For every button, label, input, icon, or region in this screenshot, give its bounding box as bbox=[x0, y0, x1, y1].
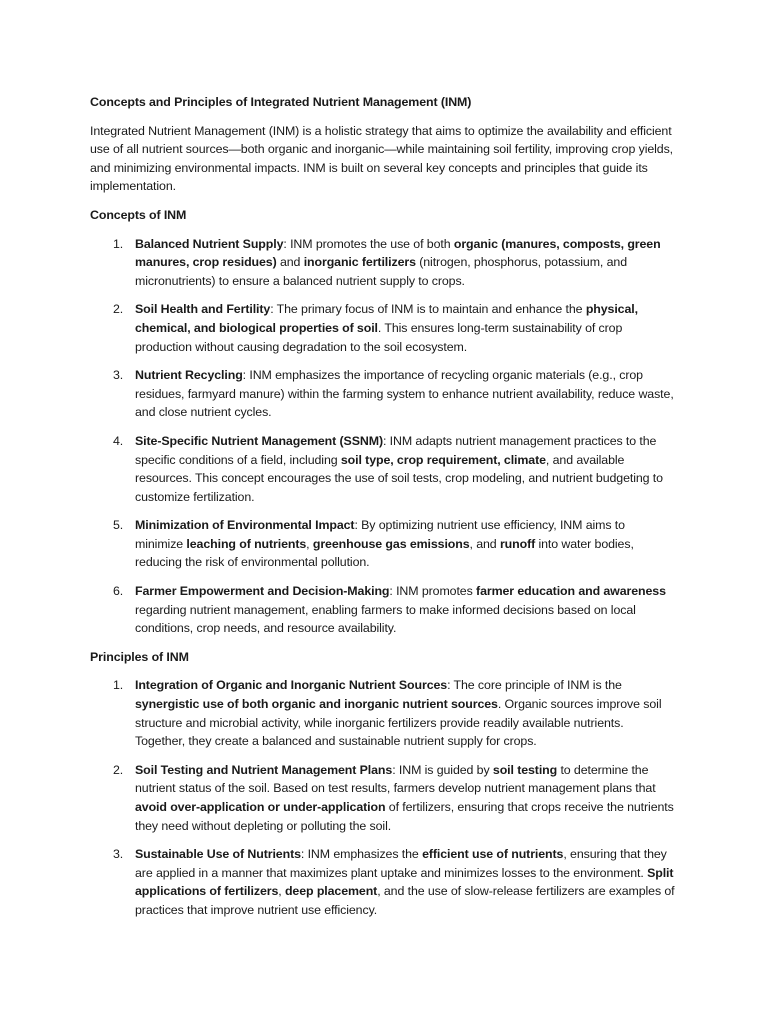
bold-term: Soil Health and Fertility bbox=[135, 302, 271, 317]
text-run: : INM emphasizes the importance of recycling organic materials (e.g., crop residues, farmyard manure) within the farming system to enhance nutrient availability, reduce waste, and close nutrient cycles. bbox=[135, 368, 674, 420]
list-item bbox=[90, 516, 675, 572]
list-item-number: 2. bbox=[113, 762, 124, 777]
bold-term: organic (manures, composts, green manures, crop residues) bbox=[135, 236, 661, 270]
list-item bbox=[90, 235, 675, 291]
text-run: to determine the nutrient status of the soil. Based on test results, farmers develop nutrient management plans that bbox=[135, 762, 656, 796]
list-item-number: 1. bbox=[113, 236, 124, 251]
text-run: regarding nutrient management, enabling farmers to make informed decisions based on local conditions, crop needs, and resource availability. bbox=[135, 602, 636, 636]
text-run: , and available resources. This concept encourages the use of soil tests, crop modeling, and nutrient budgeting to customize fertilization. bbox=[135, 452, 663, 504]
concepts-heading: Concepts of INM bbox=[90, 207, 187, 222]
bold-term: runoff bbox=[499, 536, 536, 551]
text-run: : INM adapts nutrient management practices to the specific conditions of a field, including bbox=[135, 433, 657, 467]
principles-heading: Principles of INM bbox=[90, 649, 189, 664]
principles-list bbox=[90, 676, 675, 919]
bold-term: Farmer Empowerment and Decision-Making bbox=[135, 584, 390, 599]
list-item bbox=[90, 761, 675, 835]
bold-term: leaching of nutrients bbox=[186, 536, 307, 551]
document-title: Concepts and Principles of Integrated Nutrient Management (INM) bbox=[90, 95, 472, 109]
concepts-list bbox=[90, 235, 675, 638]
bold-term: synergistic use of both organic and inorganic nutrient sources bbox=[135, 697, 498, 712]
bold-term: Split applications of fertilizers bbox=[135, 865, 674, 899]
text-run: : The primary focus of INM is to maintain and enhance the bbox=[270, 302, 586, 317]
text-run: , and the use of slow-release fertilizers are examples of practices that improve nutrient use efficiency. bbox=[135, 884, 675, 917]
list-item-number: 3. bbox=[113, 368, 124, 383]
list-item bbox=[90, 845, 675, 919]
list-item bbox=[90, 582, 675, 638]
list-item bbox=[90, 366, 675, 422]
list-item-number: 2. bbox=[113, 302, 124, 317]
text-run: : INM promotes bbox=[389, 584, 477, 599]
bold-term: inorganic fertilizers bbox=[303, 255, 416, 270]
bold-term: Site-Specific Nutrient Management (SSNM) bbox=[135, 433, 383, 448]
bold-term: deep placement bbox=[284, 884, 378, 899]
text-run: , bbox=[278, 884, 285, 899]
text-run: : By optimizing nutrient use efficiency, INM aims to minimize bbox=[135, 518, 625, 551]
list-item bbox=[90, 676, 675, 750]
text-run: of fertilizers, ensuring that crops receive the nutrients they need without depleting or polluting the soil. bbox=[135, 800, 674, 833]
text-run: . Organic sources improve soil structure and microbial activity, while inorganic fertilizers provide readily available nutrients. Together, they create a balanced and sustainable nutrient supply for crops. bbox=[135, 697, 662, 749]
bold-term: avoid over-application or under-application bbox=[135, 800, 386, 814]
bold-term: Integration of Organic and Inorganic Nutrient Sources bbox=[135, 678, 448, 693]
list-item-number: 4. bbox=[113, 433, 124, 448]
text-run: : The core principle of INM is the bbox=[447, 678, 622, 693]
text-run: , ensuring that they are applied in a manner that maximizes plant uptake and minimizes losses to the environment. bbox=[135, 847, 667, 880]
bold-term: Nutrient Recycling bbox=[135, 368, 243, 383]
intro-paragraph: Integrated Nutrient Management (INM) is a holistic strategy that aims to optimize the availability and efficient use of all nutrient sources—both organic and inorganic—while maintaining soil fertility, improving crop yields, and minimizing environmental impacts. INM is built on several key concepts and principles that guide its implementation. bbox=[90, 123, 674, 194]
text-run: . This ensures long-term sustainability of crop production without causing degradation to the soil ecosystem. bbox=[135, 320, 623, 354]
bold-term: efficient use of nutrients bbox=[422, 847, 564, 862]
text-run: , bbox=[306, 536, 313, 551]
bold-term: Sustainable Use of Nutrients bbox=[135, 847, 301, 862]
document-page bbox=[90, 93, 675, 930]
bold-term: physical, chemical, and biological properties of soil bbox=[135, 302, 638, 335]
list-item-number: 1. bbox=[113, 678, 124, 693]
bold-term: Minimization of Environmental Impact bbox=[135, 518, 355, 533]
text-run: and bbox=[276, 255, 304, 270]
list-item-number: 3. bbox=[113, 847, 124, 862]
bold-term: Balanced Nutrient Supply bbox=[135, 236, 284, 251]
list-item-number: 5. bbox=[113, 518, 124, 533]
text-run: : INM promotes the use of both bbox=[283, 236, 454, 251]
text-run: , and bbox=[469, 536, 500, 551]
text-run: : INM emphasizes the bbox=[300, 847, 423, 862]
list-item-number: 6. bbox=[113, 584, 124, 599]
bold-term: Soil Testing and Nutrient Management Plans bbox=[135, 762, 393, 777]
list-item bbox=[90, 300, 675, 356]
bold-term: soil type, crop requirement, climate bbox=[340, 452, 546, 467]
text-run: : INM is guided by bbox=[392, 762, 493, 777]
bold-term: farmer education and awareness bbox=[476, 584, 666, 599]
text-run: into water bodies, reducing the risk of environmental pollution. bbox=[135, 536, 634, 570]
text-run: (nitrogen, phosphorus, potassium, and micronutrients) to ensure a balanced nutrient supply to crops. bbox=[135, 255, 627, 288]
bold-term: greenhouse gas emissions bbox=[312, 536, 470, 551]
bold-term: soil testing bbox=[492, 762, 558, 777]
list-item bbox=[90, 432, 675, 506]
